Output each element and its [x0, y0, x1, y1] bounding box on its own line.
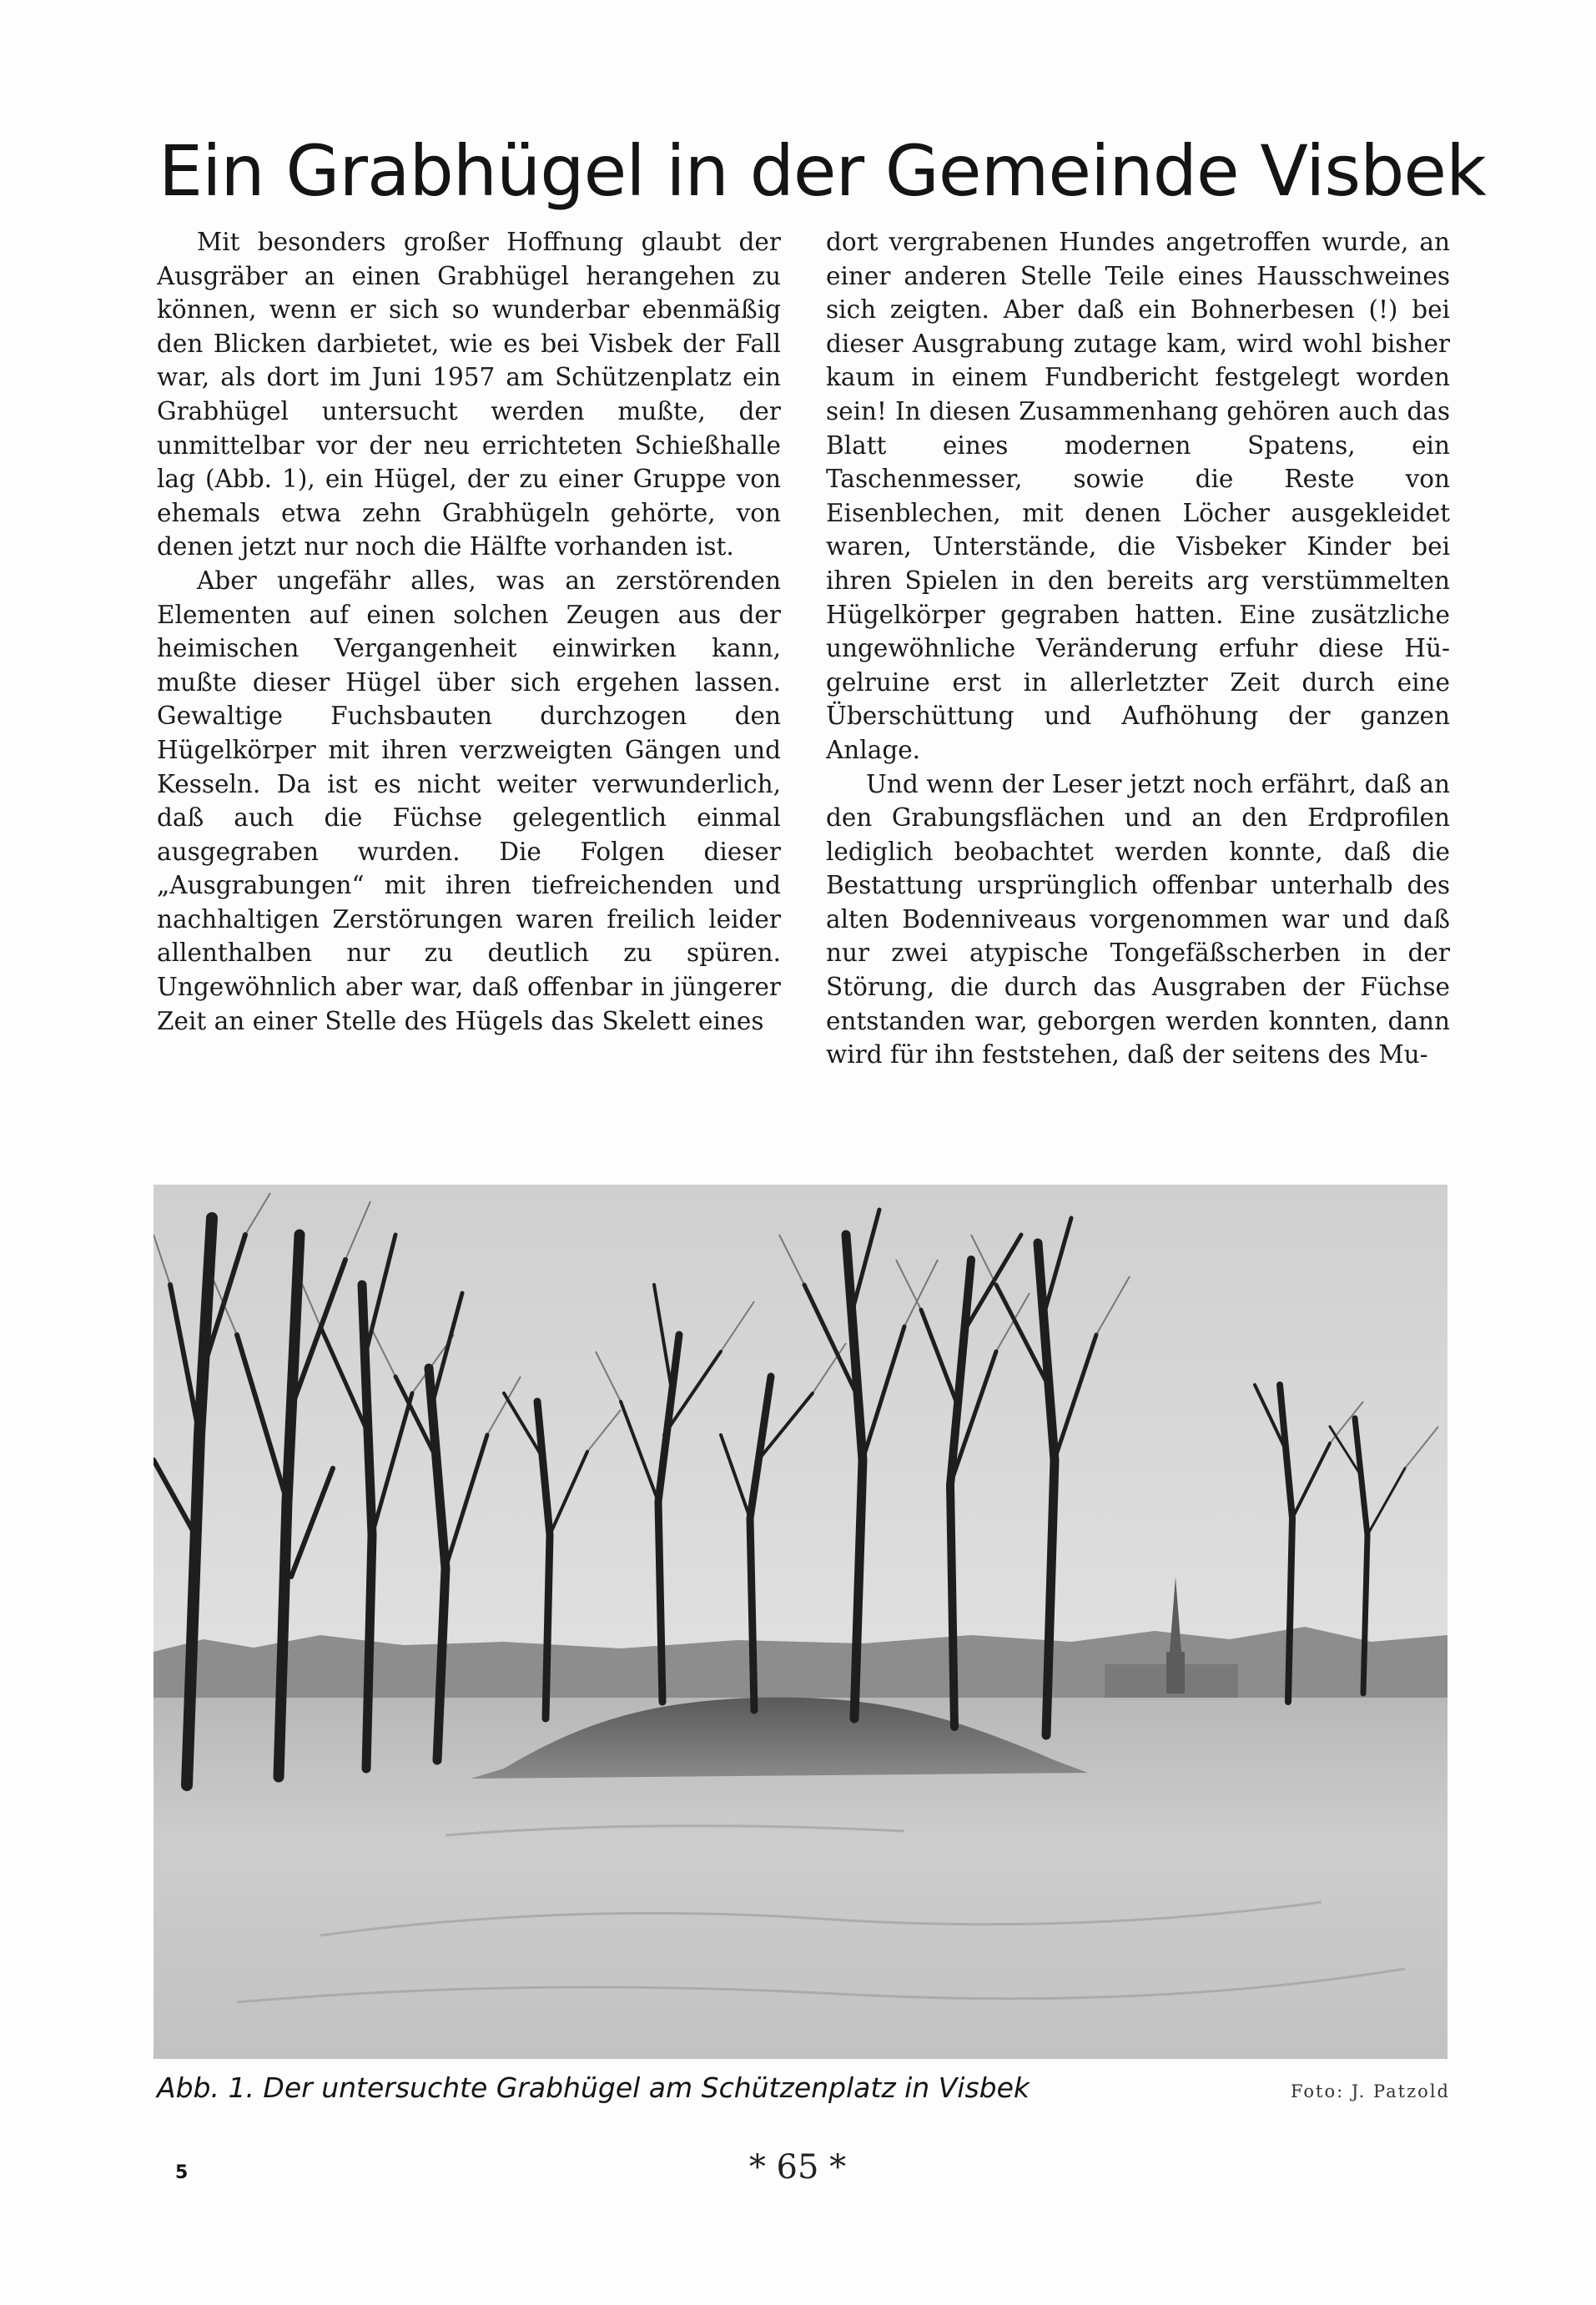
printer-signature-mark: 5: [175, 2162, 189, 2183]
right-column: [826, 225, 1450, 1139]
article-title: Ein Grabhügel in der Gemeinde Visbek: [159, 130, 1486, 212]
figure-caption: Abb. 1. Der untersuchte Grabhügel am Schützenplatz in Visbek: [157, 2071, 1030, 2104]
page-number: * 65 *: [748, 2148, 847, 2187]
paragraph-1: Mit besonders großer Hoffnung glaubt der Ausgräber an einen Grabhügel herangehen zu können, wenn er sich so wunderbar ebenmäßig den Blicken darbietet, wie es bei Visbek der Fall war, als dort im Juni 1957 am Schützenplatz ein Grabhügel untersucht werden mußte, der unmittelbar vor der neu errichteten Schießhalle lag (Abb. 1), ein Hügel, der zu einer Gruppe von ehemals etwa zehn Grabhügeln gehörte, von denen jetzt nur noch die Hälfte vorhanden ist.: [157, 228, 781, 561]
photo-credit: Foto: J. Patzold: [1290, 2081, 1450, 2101]
article-body: [157, 225, 1450, 1139]
burial-mound-photograph: [154, 1185, 1447, 2059]
paragraph-2: Aber ungefähr alles, was an zerstörenden Elementen auf einen solchen Zeugen aus der heimischen Vergangenheit einwirken kann, mußte dieser Hügel über sich ergehen lassen. Gewaltige Fuchsbauten durchzogen den Hügelkörper mit ihren verzweigten Gängen und Kesseln. Da ist es nicht weiter verwunderlich, daß auch die Füchse gelegentlich einmal ausgegraben wurden. Die Folgen dieser „Ausgrabungen“ mit ihren tiefreichenden und nachhaltigen Zerstörungen waren freilich leider allenthalben nur zu deutlich zu spüren. Ungewöhnlich aber war, daß offenbar in jüngerer Zeit an einer Stelle des Hügels das Skelett eines: [157, 566, 781, 1035]
paragraph-3: dort vergrabenen Hundes angetroffen wurde, an einer anderen Stelle Teile eines Hausschweines sich zeigten. Aber daß ein Bohnerbesen (!) bei dieser Ausgrabung zutage kam, wird wohl bisher kaum in einem Fundbericht festgelegt worden sein! In diesen Zusammenhang gehören auch das Blatt eines modernen Spatens, ein Taschenmesser, sowie die Reste von Eisenblechen, mit denen Löcher ausgekleidet waren, Unterstände, die Visbeker Kinder bei ihren Spielen in den bereits arg verstümmelten Hügelkörper gegraben hatten. Eine zusätzliche ungewöhnliche Veränderung erfuhr diese Hügelruine erst in allerletzter Zeit durch eine Überschüttung und Aufhöhung der ganzen Anlage.: [826, 228, 1450, 764]
paragraph-4: Und wenn der Leser jetzt noch erfährt, daß an den Grabungsflächen und an den Erdprofilen lediglich beobachtet werden konnte, daß die Bestattung ursprünglich offenbar unterhalb des alten Bodenniveaus vorgenommen war und daß nur zwei atypische Tongefäßscherben in der Störung, die durch das Ausgraben der Füchse entstanden war, geborgen werden konnten, dann wird für ihn feststehen, daß der seitens des Mu-: [826, 769, 1450, 1069]
left-column: [157, 225, 781, 1139]
figure-photo: [154, 1185, 1447, 2059]
